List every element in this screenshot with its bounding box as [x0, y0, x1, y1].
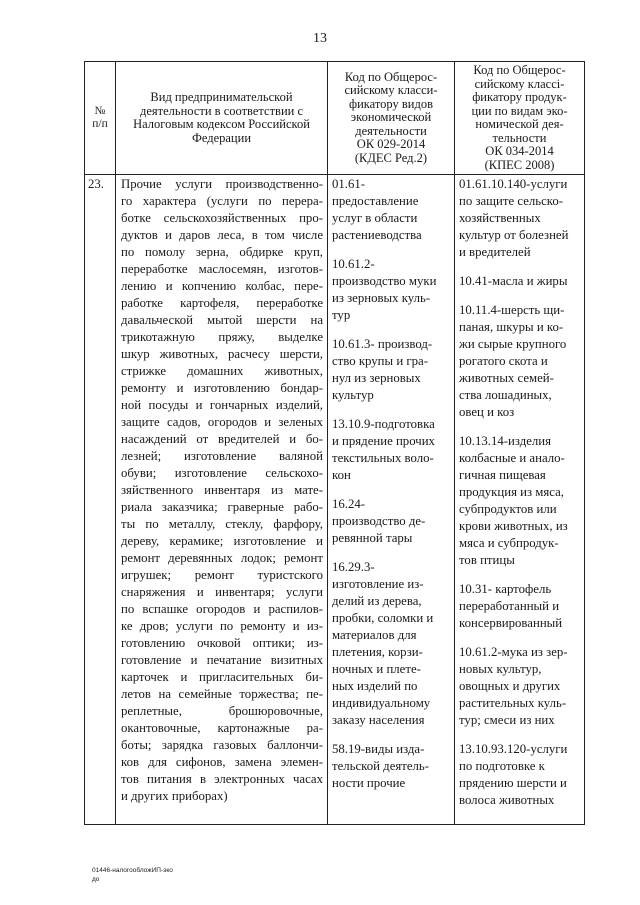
code-line: животных семей-: [459, 371, 554, 385]
activity-line: ке дров; услуги по ремонту и из-: [121, 619, 323, 633]
header-line: Налоговым кодексом Российской: [133, 117, 310, 131]
code-line: делий из дерева,: [332, 594, 422, 608]
header-line: фикатору продук-: [472, 90, 567, 104]
activity-line: насаждений от вредителей и бо-: [121, 432, 323, 446]
header-num: [85, 62, 116, 175]
activity-line: окантовочные, картонажные ра-: [121, 721, 323, 735]
code-line: ночных и плете-: [332, 662, 421, 676]
header-line: (КПЕС 2008): [484, 157, 555, 172]
code-line: 10.61.2-: [332, 257, 375, 271]
header-line: деятельности: [355, 123, 427, 138]
header-line: (КДЕС Ред.2): [354, 150, 428, 165]
code-line: индивидуальному: [332, 696, 431, 710]
okpd-entry: [459, 644, 581, 729]
code-line: волоса животных: [459, 793, 555, 807]
code-line: ство крупы и гра-: [332, 354, 428, 368]
okved-entry: [332, 416, 451, 484]
activity-line: ремонт деревянных лодок; ремонт: [121, 551, 323, 565]
footer-line: 01446-налогообложИП-эко: [92, 867, 173, 874]
header-okved: [328, 62, 455, 175]
activity-line: ты по металлу, стеклу, фарфору,: [121, 517, 323, 531]
code-line: 13.10.9-подготовка: [332, 417, 435, 431]
code-line: текстильных воло-: [332, 451, 434, 465]
header-line: Код по Общерос-: [473, 63, 566, 77]
activity-line: дереву, керамике; изготовление и: [121, 534, 323, 548]
okved-entry: [332, 496, 451, 547]
header-line: тельности: [492, 130, 547, 145]
activity-line: защите садов, огородов и зеленых: [121, 415, 323, 429]
activity-line: готовление и печатание визитных: [121, 653, 323, 667]
code-line: пробки, соломки и: [332, 611, 434, 625]
activity-line: лезней; изготовление валяной: [121, 449, 323, 463]
activity-line: игрушек; ремонт туристского: [121, 568, 323, 582]
activity-line: реплетные, брошюровочные,: [121, 704, 323, 718]
okved-entry: [332, 176, 451, 244]
activity-line: стрижке домашних животных,: [121, 364, 323, 378]
header-line: ции по видам эко-: [471, 103, 568, 118]
header-line: сийскому класси-: [344, 83, 438, 98]
header-line: сийскому классі-: [474, 76, 565, 91]
activity-line: по вспашке огородов и распилов-: [121, 602, 323, 616]
activity-line: Прочие услуги производственно-: [121, 177, 323, 191]
code-line: и прядение прочих: [332, 434, 435, 448]
code-line: заказу населения: [332, 713, 425, 727]
code-line: консервированный: [459, 616, 563, 630]
code-line: переработанный и: [459, 599, 560, 613]
activity-line: го характера (услуги по перера-: [121, 194, 323, 208]
code-line: 10.61.2-мука из зер-: [459, 645, 568, 659]
code-line: ности прочие: [332, 776, 406, 790]
code-line: нул из зерновых: [332, 371, 421, 385]
activity-description: [116, 175, 328, 825]
table-row: [85, 175, 585, 825]
code-line: 01.61.10.140-услуги: [459, 177, 568, 191]
code-line: 16.29.3-: [332, 560, 375, 574]
code-line: культур: [332, 388, 374, 402]
code-line: рогатого скота и: [459, 354, 548, 368]
code-line: субпродуктов или: [459, 502, 557, 516]
code-line: тов птицы: [459, 553, 515, 567]
code-line: тур: [332, 308, 351, 322]
activity-line: трикотажную пряжу, выделке: [121, 330, 323, 344]
code-line: крови животных, из: [459, 519, 568, 533]
code-line: по защите сельско-: [459, 194, 563, 208]
header-activity: [116, 62, 328, 175]
code-line: 10.11.4-шерсть щи-: [459, 303, 565, 317]
activity-line: ков для сифонов, замена элемен-: [121, 755, 323, 769]
header-line: ОК 029-2014: [356, 137, 426, 152]
okved-entry: [332, 741, 451, 792]
activity-line: по помолу зерна, обдирке круп,: [121, 245, 323, 259]
table-header-row: [85, 62, 585, 175]
page-number: 13: [313, 31, 327, 46]
code-line: колбасные и анало-: [459, 451, 565, 465]
code-line: овец и коз: [459, 405, 515, 419]
header-line: экономической: [350, 110, 432, 125]
code-line: ства лошадиных,: [459, 388, 552, 402]
footer-filename: [92, 866, 173, 884]
code-line: новых культур,: [459, 662, 542, 676]
code-line: 10.61.3- производ-: [332, 337, 433, 351]
activity-line: готовлению очковой оптики; из-: [121, 636, 323, 650]
header-line: Федерации: [191, 130, 252, 145]
header-line: п/п: [92, 118, 108, 130]
code-line: производство муки: [332, 274, 437, 288]
okved-entry: [332, 256, 451, 324]
code-line: культур от болезней: [459, 228, 569, 242]
activity-line: давальческой мытой шерсти на: [121, 313, 323, 327]
code-line: хозяйственных: [459, 211, 541, 225]
code-line: жи сырые крупного: [459, 337, 567, 351]
code-line: производство де-: [332, 514, 426, 528]
activity-line: карточек и пригласительных би-: [121, 670, 323, 684]
code-line: продукция из мяса,: [459, 485, 564, 499]
header-line: Код по Общерос-: [344, 69, 438, 84]
activity-line: ремонту и изготовлению бондар-: [121, 381, 323, 395]
activity-line: работке картофеля, переработке: [121, 296, 323, 310]
code-line: изготовление из-: [332, 577, 424, 591]
activity-line: риала заказчика; граверные рабо-: [121, 500, 323, 514]
okpd-entry: [459, 302, 581, 421]
code-line: гичная пищевая: [459, 468, 546, 482]
activity-line: лению и копчению колбас, пере-: [121, 279, 323, 293]
header-line: фикатору видов: [348, 96, 433, 111]
activity-line: боты; зарядка газовых баллончи-: [121, 738, 323, 752]
activity-line: обуви; изготовление сельскохо-: [121, 466, 323, 480]
activity-line: ботке сельскохозяйственных про-: [121, 211, 323, 225]
code-line: 58.19-виды изда-: [332, 742, 425, 756]
header-line: номической дея-: [475, 117, 564, 131]
code-line: 10.31- картофель: [459, 582, 552, 596]
code-line: мяса и субпродук-: [459, 536, 559, 550]
activity-line: зяйственного инвентаря из мате-: [121, 483, 323, 497]
code-line: 10.41-масла и жиры: [459, 274, 568, 288]
header-line: деятельности в соответствии с: [139, 103, 303, 118]
okpd-entry: [459, 273, 581, 290]
activity-line: снаряжения и инвентаря; услуги: [121, 585, 323, 599]
code-line: 10.13.14-изделия: [459, 434, 552, 448]
code-line: тур; смеси из них: [459, 713, 555, 727]
activity-line: ной посуды и гончарных изделий,: [121, 398, 323, 412]
code-line: растительных куль-: [459, 696, 567, 710]
header-line: ОК 034-2014: [485, 144, 554, 158]
code-line: кон: [332, 468, 351, 482]
code-line: растениеводства: [332, 228, 422, 242]
okpd-codes: [455, 175, 585, 825]
header-line: №: [94, 104, 106, 117]
activity-line: тов питания в электронных часах: [121, 772, 323, 786]
code-line: и вредителей: [459, 245, 531, 259]
code-line: ревянной тары: [332, 531, 413, 545]
code-line: услуг в области: [332, 211, 418, 225]
okpd-entry: [459, 176, 581, 261]
okpd-entry: [459, 741, 581, 809]
activity-line: и других приборах): [121, 789, 228, 803]
code-line: материалов для: [332, 628, 417, 642]
okpd-entry: [459, 581, 581, 632]
code-line: 01.61-: [332, 177, 366, 191]
header-okpd: [455, 62, 585, 175]
activity-line: дуктов и даров леса, в том числе: [121, 228, 323, 242]
code-line: прядению шерсти и: [459, 776, 567, 790]
code-line: предоставление: [332, 194, 419, 208]
okpd-entry: [459, 433, 581, 569]
code-line: по подготовке к: [459, 759, 545, 773]
activity-line: переработке маслосемян, изготов-: [121, 262, 323, 276]
code-line: из зерновых куль-: [332, 291, 431, 305]
row-number: 23.: [85, 175, 116, 825]
okved-entry: [332, 336, 451, 404]
code-line: 16.24-: [332, 497, 366, 511]
header-line: Вид предпринимательской: [150, 90, 293, 104]
code-line: плетения, корзи-: [332, 645, 423, 659]
activity-line: шкур животных, расчесу шерсти,: [121, 347, 323, 361]
code-line: 13.10.93.120-услуги: [459, 742, 568, 756]
okved-codes: [328, 175, 455, 825]
activity-table: [84, 61, 585, 825]
code-line: овощных и других: [459, 679, 561, 693]
footer-line: до: [92, 876, 100, 883]
code-line: ных изделий по: [332, 679, 418, 693]
code-line: тельской деятель-: [332, 759, 430, 773]
activity-line: летов на семейные торжества; пе-: [121, 687, 323, 701]
code-line: паная, шкуры и ко-: [459, 320, 564, 334]
okved-entry: [332, 559, 451, 729]
